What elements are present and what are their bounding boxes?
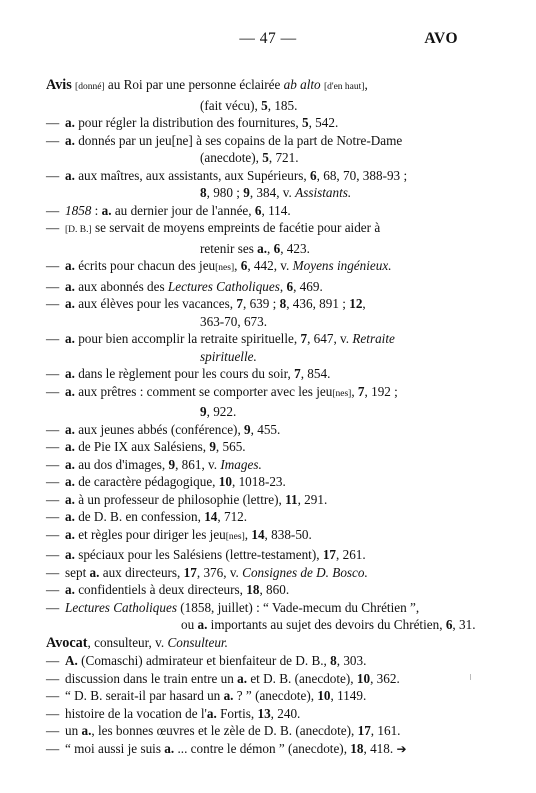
entry-regles: — a. et règles pour diriger les jeu[nes], 14, 838-50.: [46, 526, 312, 542]
entry-speciaux: — a. spéciaux pour les Salésiens (lettre-testament), 17, 261.: [46, 547, 366, 562]
entry-db-facetie: — [D. B.] se servait de moyens empreints de facétie pour aider à retenir ses a., 6, 423.: [46, 220, 381, 256]
entry-fortis: — histoire de la vocation de l'a. Fortis, 13, 240.: [46, 705, 301, 721]
running-head: AVO: [424, 30, 458, 47]
entry-retraite: — a. pour bien accomplir la retraite spirituelle, 7, 647, v. Retraite spirituelle.: [46, 331, 395, 364]
entry-pie-ix: — a. de Pie IX aux Salésiens, 9, 565.: [46, 439, 246, 454]
margin-mark: [470, 674, 471, 680]
entry-comaschi: — A. (Comaschi) admirateur et bienfaiteur de D. B., 8, 303.: [46, 653, 367, 668]
entry-images: — a. au dos d'images, 9, 861, v. Images.: [46, 456, 262, 472]
entry-hasard: — “ D. B. serait-il par hasard un a. ? ” (anecdote), 10, 1149.: [46, 688, 367, 703]
entry-lectures: — Lectures Catholiques (1858, juillet) : “ Vade-mecum du Chrétien ”, ou a. importants au sujet des devoirs du Chrétien, 6, 31.: [46, 599, 476, 632]
entry-sept: — sept a. aux directeurs, 17, 376, v. Consignes de D. Bosco.: [46, 564, 368, 580]
entry-pedagogique: — a. de caractère pédagogique, 10, 1018-23.: [46, 474, 286, 489]
entry-vacances: — a. aux élèves pour les vacances, 7, 639 ; 8, 436, 891 ; 12, 363-70, 673.: [46, 296, 366, 329]
entry-ecrits: — a. écrits pour chacun des jeu[nes], 6, 442, v. Moyens ingénieux.: [46, 258, 392, 273]
entry-confession: — a. de D. B. en confession, 14, 712.: [46, 509, 248, 524]
entry-cours-soir: — a. dans le règlement pour les cours du soir, 7, 854.: [46, 366, 331, 381]
entry-confidentiels: — a. confidentiels à deux directeurs, 18, 860.: [46, 582, 290, 597]
entry-train: — discussion dans le train entre un a. et D. B. (anecdote), 10, 362.: [46, 670, 400, 686]
entry-pretres: — a. aux prêtres : comment se comporter avec les jeu[nes], 7, 192 ; 9, 922.: [46, 383, 398, 419]
entry-abonnes: — a. aux abonnés des Lectures Catholiques, 6, 469.: [46, 278, 323, 294]
entry-1858: — 1858 : a. au dernier jour de l'année, 6, 114.: [46, 202, 291, 218]
entry-oeuvres: — un a., les bonnes œuvres et le zèle de D. B. (anecdote), 17, 161.: [46, 723, 401, 738]
entry-jeu-copains: — a. donnés par un jeu[ne] à ses copains de la part de Notre-Dame (anecdote), 5, 721.: [46, 132, 403, 165]
entry-regler: — a. pour régler la distribution des fournitures, 5, 542.: [46, 115, 339, 130]
page-number: — 47 —: [239, 30, 297, 47]
entry-philosophie: — a. à un professeur de philosophie (lettre), 11, 291.: [46, 491, 328, 507]
page-header: [0, 30, 536, 50]
continue-arrow-icon: ➔: [396, 741, 407, 756]
entry-avis: Avis [donné] au Roi par une personne éclairée ab alto [d'en haut], (fait vécu), 5, 185.: [46, 77, 368, 113]
entry-maitres: — a. aux maîtres, aux assistants, aux Supérieurs, 6, 68, 70, 388-93 ; 8, 980 ; 9, 384, v. Assistants.: [46, 167, 408, 200]
entry-avocat: Avocat, consulteur, v. Consulteur.: [46, 634, 228, 651]
index-entries: [46, 76, 486, 758]
entry-demon: — “ moi aussi je suis a. ... contre le démon ” (anecdote), 18, 418. ➔: [46, 740, 407, 756]
entry-abbes: — a. aux jeunes abbés (conférence), 9, 455.: [46, 421, 281, 437]
